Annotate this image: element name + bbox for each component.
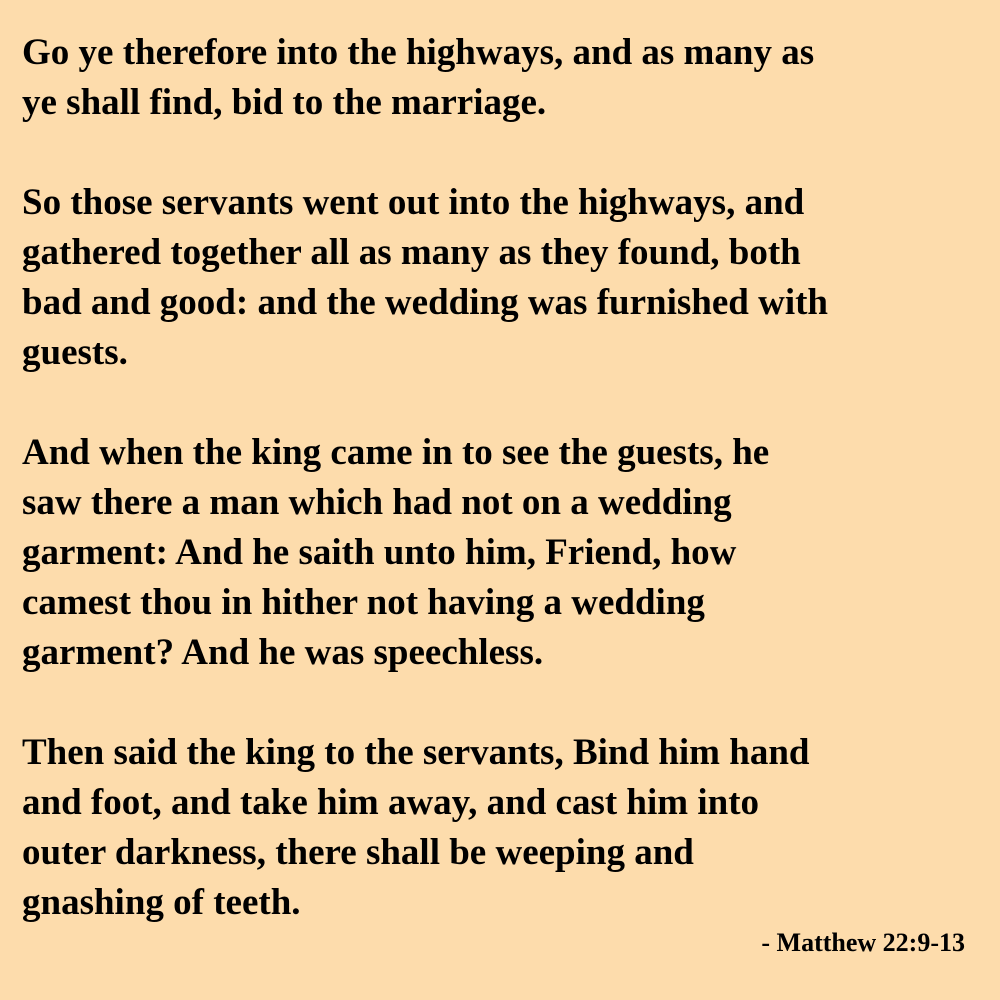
verse-paragraph-2: So those servants went out into the highways, and gathered together all as many as they found, both bad and good: and the wedding was furnished with guests. bbox=[22, 182, 829, 373]
verse-paragraph-1: Go ye therefore into the highways, and as many as ye shall find, bid to the marriage. bbox=[22, 32, 815, 123]
scripture-citation: - Matthew 22:9-13 bbox=[761, 928, 965, 957]
verse-paragraph-4: Then said the king to the servants, Bind him hand and foot, and take him away, and cast him into outer darkness, there shall be weeping and gnashing of teeth. bbox=[22, 732, 810, 923]
verse-paragraph-3: And when the king came in to see the guests, he saw there a man which had not on a wedding garment: And he saith unto him, Friend, how camest thou in hither not having a wedding garment? And he was speechless. bbox=[22, 432, 770, 673]
